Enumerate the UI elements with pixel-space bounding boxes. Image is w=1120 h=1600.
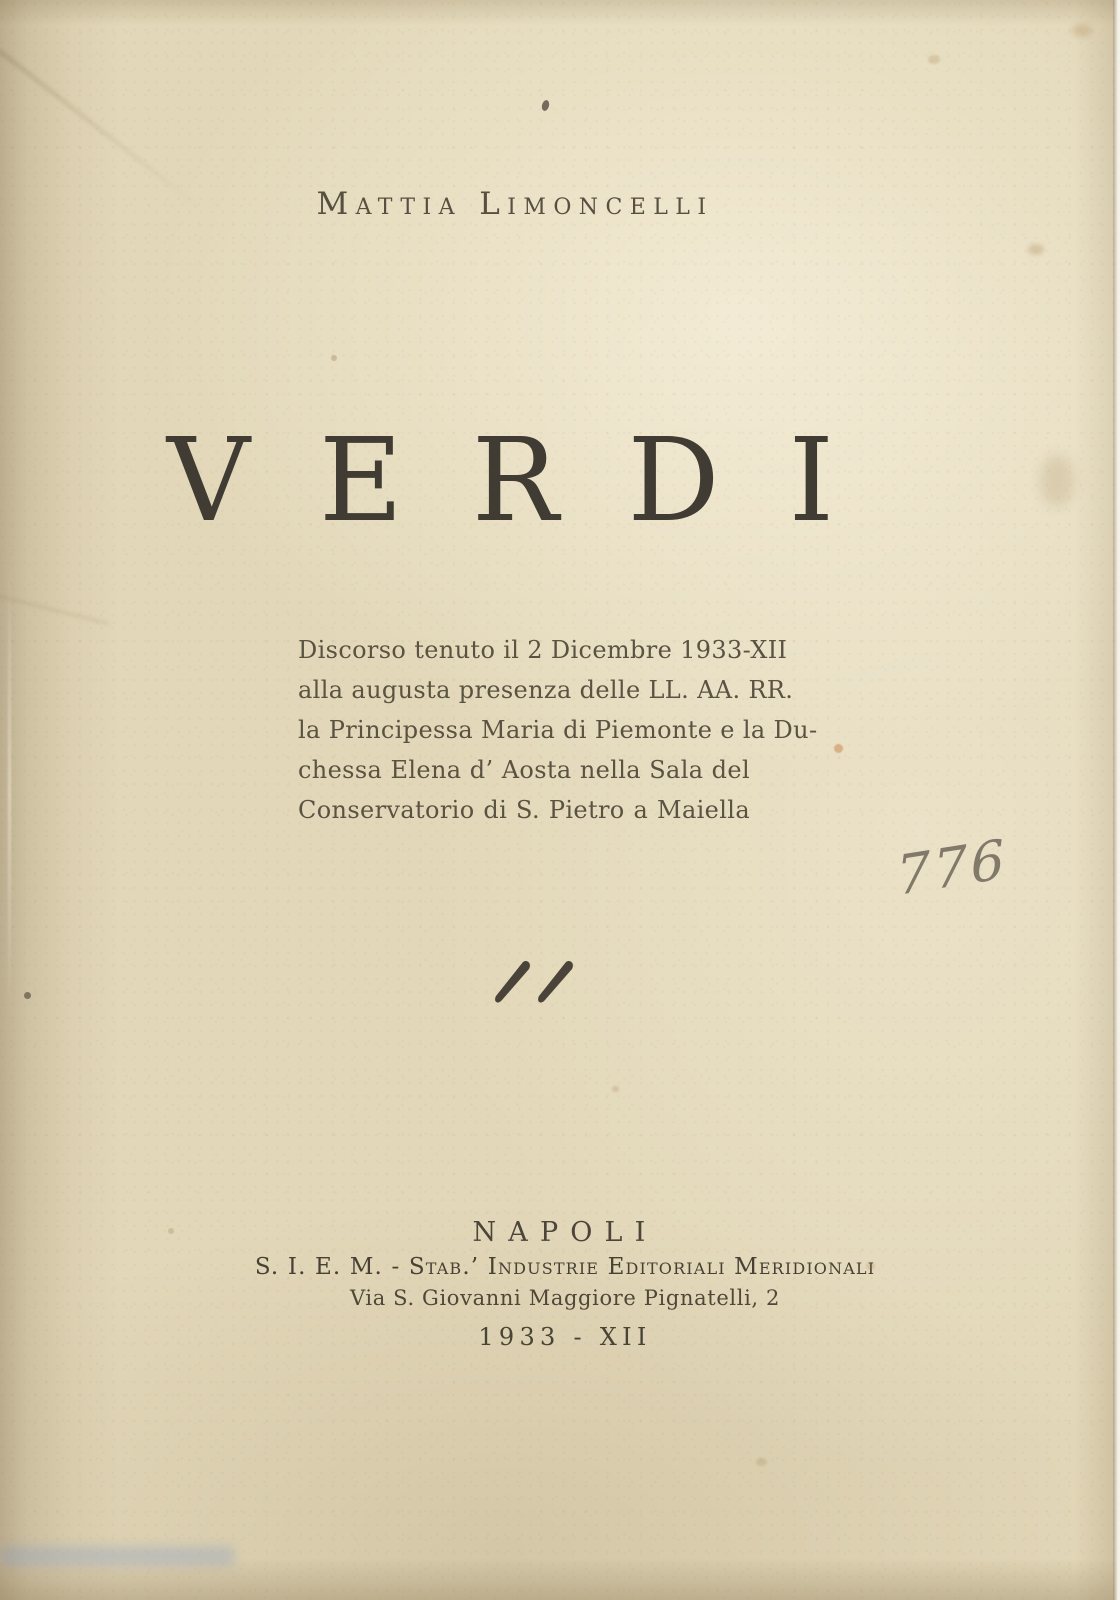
scan-edge <box>1113 0 1120 1600</box>
handwritten-number: 776 <box>895 827 1010 908</box>
paper-crease <box>0 594 108 625</box>
ink-speck <box>24 992 31 999</box>
double-slash-ornament-icon <box>492 960 576 1006</box>
book-title: VERDI <box>166 414 904 548</box>
subtitle-line: alla augusta presenza delle LL. AA. RR. <box>298 676 794 704</box>
imprint-block <box>0 1218 1120 1350</box>
foxing-spot <box>331 355 337 361</box>
foxing-spot <box>1072 24 1092 37</box>
foxing-spot <box>756 1458 767 1466</box>
ink-speck <box>541 99 551 111</box>
double-slash-icon <box>492 960 576 1006</box>
faint-watermark-smudge <box>0 1546 235 1566</box>
foxing-spot <box>834 744 843 753</box>
paper-crease <box>8 560 11 1020</box>
foxing-spot <box>168 1228 174 1234</box>
imprint-city: NAPOLI <box>472 1217 658 1248</box>
subtitle-line: chessa Elena d’ Aosta nella Sala del <box>298 756 750 784</box>
foxing-spot <box>1028 244 1044 255</box>
imprint-address: Via S. Giovanni Maggiore Pignatelli, 2 <box>349 1286 781 1310</box>
subtitle-line: Discorso tenuto il 2 Dicembre 1933-XII <box>298 636 788 664</box>
foxing-smudge <box>1040 455 1074 507</box>
subtitle-line: Conservatorio di S. Pietro a Maiella <box>298 796 750 824</box>
imprint-year: 1933 - XII <box>478 1323 652 1351</box>
subtitle-block <box>298 630 818 830</box>
foxing-spot <box>928 55 940 64</box>
author-name: Mattia Limoncelli <box>316 186 714 222</box>
subtitle-line: la Principessa Maria di Piemonte e la Du- <box>298 716 818 744</box>
imprint-publisher: S. I. E. M. - Stab.’ Industrie Editoriali Meridionali <box>254 1254 876 1280</box>
foxing-spot <box>866 1262 875 1270</box>
foxing-spot <box>612 1086 619 1092</box>
